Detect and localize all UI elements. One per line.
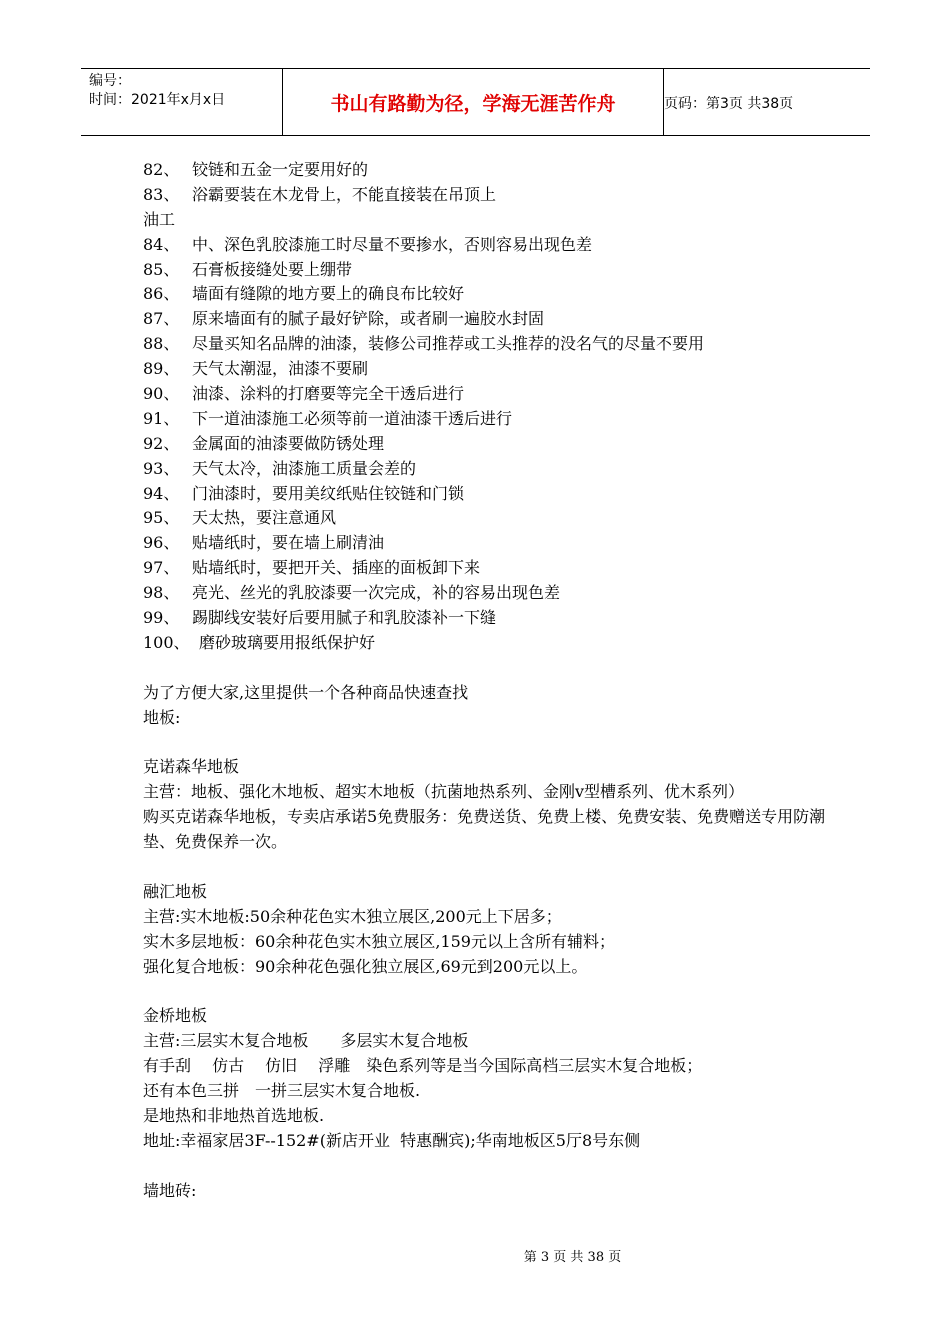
list-item: 89、 天气太潮湿，油漆不要刷: [143, 359, 369, 379]
brand-detail: 是地热和非地热首选地板.: [143, 1105, 325, 1125]
page-header: [81, 68, 870, 136]
document-body: [143, 158, 833, 1203]
floor-heading: 地板:: [143, 707, 181, 727]
footer-page-number: 第 3 页 共 38 页: [523, 1250, 622, 1265]
brand-service: 购买克诺森华地板，专卖店承诺5免费服务：免费送货、免费上楼、免费安装、免费赠送专用防潮垫、免费保养一次。: [143, 807, 826, 852]
brand-detail: 主营:三层实木复合地板 多层实木复合地板: [143, 1031, 469, 1051]
header-left-cell: [81, 69, 282, 135]
tile-heading: 墙地砖:: [143, 1180, 197, 1200]
list-item: 91、 下一道油漆施工必须等前一道油漆干透后进行: [143, 408, 513, 428]
brand-detail: 还有本色三拼 一拼三层实木复合地板.: [143, 1081, 421, 1100]
list-item: 94、 门油漆时，要用美纹纸贴住铰链和门锁: [143, 483, 465, 503]
list-item: 97、 贴墙纸时，要把开关、插座的面板卸下来: [143, 558, 481, 578]
list-item: 86、 墙面有缝隙的地方要上的确良布比较好: [143, 284, 465, 304]
brand-name: 克诺森华地板: [143, 757, 240, 777]
list-item: 83、 浴霸要装在木龙骨上，不能直接装在吊顶上: [143, 184, 497, 204]
list-item: 100、 磨砂玻璃要用报纸保护好: [143, 632, 376, 652]
header-page-info: 页码：第3页 共38页: [664, 96, 794, 112]
list-item: 95、 天太热，要注意通风: [143, 508, 337, 528]
brand-detail: 实木多层地板：60余种花色实木独立展区,159元以上含所有辅料；: [143, 931, 615, 951]
header-motto-cell: [282, 69, 664, 135]
brand-main-business: 主营：地板、强化木地板、超实木地板（抗菌地热系列、金刚v型槽系列、优木系列）: [143, 782, 745, 802]
list-item: 84、 中、深色乳胶漆施工时尽量不要掺水，否则容易出现色差: [143, 234, 593, 254]
page-footer: [0, 1246, 950, 1265]
list-item: 93、 天气太冷，油漆施工质量会差的: [143, 458, 417, 478]
list-item: 98、 亮光、丝光的乳胶漆要一次完成，补的容易出现色差: [143, 583, 561, 603]
brand-detail: 有手刮 仿古 仿旧 浮雕 染色系列等是当今国际高档三层实木复合地板；: [143, 1056, 703, 1076]
doc-time-label: 时间：2021年x月x日: [89, 92, 226, 108]
brand-name: 融汇地板: [143, 881, 208, 901]
list-item: 96、 贴墙纸时，要在墙上刷清油: [143, 533, 385, 553]
section-heading-oil: 油工: [143, 209, 176, 229]
brand-name: 金桥地板: [143, 1006, 208, 1026]
brand-detail: 主营:实木地板:50余种花色实木独立展区,200元上下居多；: [143, 906, 562, 926]
list-item: 82、 铰链和五金一定要用好的: [143, 160, 369, 179]
list-item: 85、 石膏板接缝处要上绷带: [143, 259, 353, 279]
list-item: 92、 金属面的油漆要做防锈处理: [143, 433, 385, 453]
header-motto: 书山有路勤为径，学海无涯苦作舟: [330, 92, 616, 115]
list-item: 88、 尽量买知名品牌的油漆，装修公司推荐或工头推荐的没名气的尽量不要用: [143, 334, 705, 354]
brand-address: 地址:幸福家居3F--152#(新店开业 特惠酬宾);华南地板区5厅8号东侧: [143, 1130, 641, 1150]
list-item: 90、 油漆、涂料的打磨要等完全干透后进行: [143, 384, 465, 404]
doc-number-label: 编号：: [89, 73, 131, 89]
list-item: 87、 原来墙面有的腻子最好铲除，或者刷一遍胶水封固: [143, 309, 545, 329]
brand-detail: 强化复合地板：90余种花色强化独立展区,69元到200元以上。: [143, 956, 588, 976]
list-item: 99、 踢脚线安装好后要用腻子和乳胶漆补一下缝: [143, 608, 497, 628]
intro-text: 为了方便大家,这里提供一个各种商品快速查找: [143, 682, 469, 702]
